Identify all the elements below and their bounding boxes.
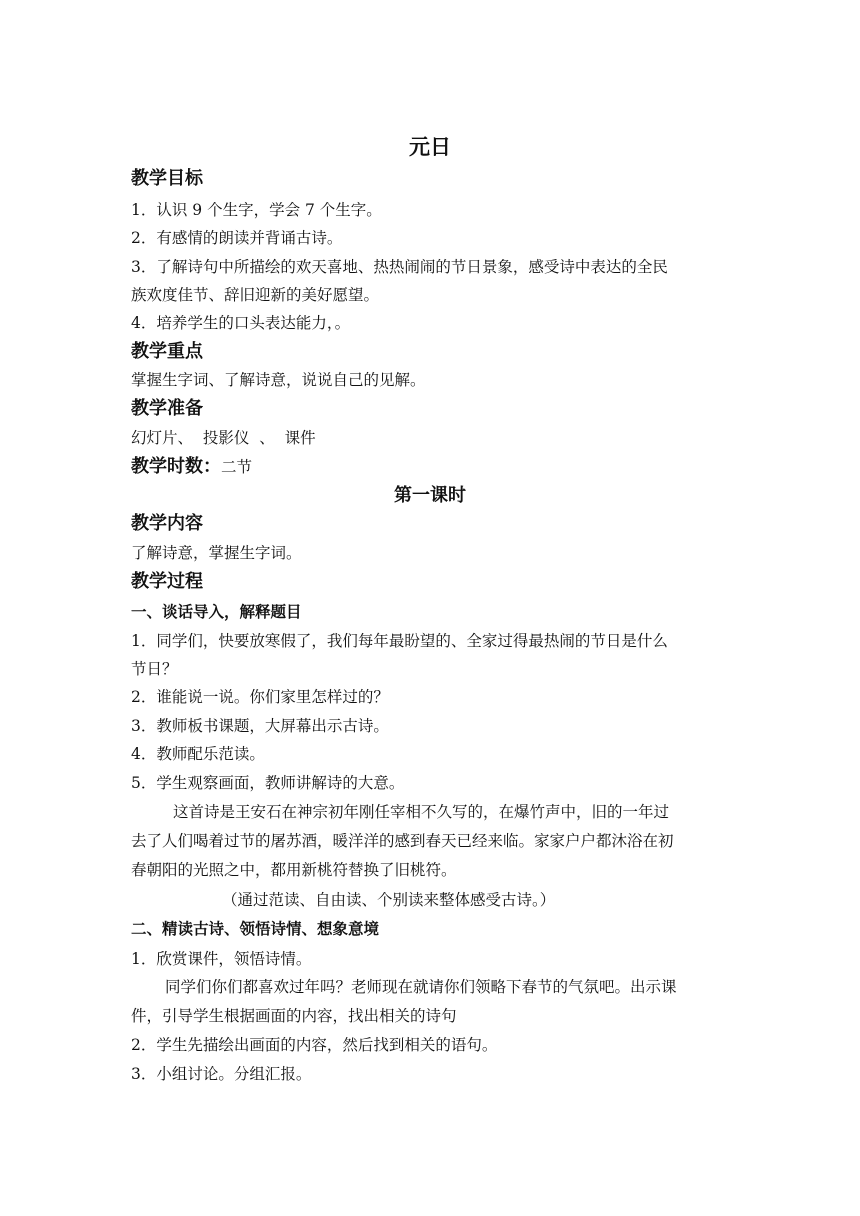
process-line: 5．学生观察画面，教师讲解诗的大意。 [131,774,405,792]
hours-value: 二节 [221,458,253,476]
method-note: （通过范读、自由读、个别读来整体感受古诗。） [222,891,556,909]
objective-item: 2．有感情的朗读并背诵古诗。 [131,229,343,247]
key-points-text: 掌握生字词、了解诗意，说说自己的见解。 [131,371,426,389]
content-text: 了解诗意，掌握生字词。 [131,544,302,562]
objectives-heading: 教学目标 [131,168,203,189]
process-line: 4．教师配乐范读。 [131,745,265,763]
objective-item-continued: 族欢度佳节、辞旧迎新的美好愿望。 [131,286,380,304]
process-line: 节日？ [131,660,178,678]
objective-item: 1．认识 9 个生字，学会 7 个生字。 [131,201,382,219]
document-title: 元日 [409,135,451,159]
process-line: 2．谁能说一说。你们家里怎样过的？ [131,688,389,706]
preparation-heading: 教学准备 [131,398,203,419]
preparation-text: 幻灯片、 投影仪 、 课件 [131,429,316,447]
hours-heading: 教学时数： [131,456,221,477]
section2-paragraph: 同学们你们都喜欢过年吗？老师现在就请你们领略下春节的气氛吧。出示课 [165,978,677,996]
section2-paragraph-continued: 件，引导学生根据画面的内容，找出相关的诗句 [131,1007,457,1025]
objective-item: 4．培养学生的口头表达能力，。 [131,314,351,332]
lesson-title: 第一课时 [394,485,466,506]
explain-paragraph-continued: 去了人们喝着过节的屠苏酒，暖洋洋的感到春天已经来临。家家户户都沐浴在初 [131,832,674,850]
process-line: 1．欣赏课件，领悟诗情。 [131,950,312,968]
section2-heading: 二、精读古诗、领悟诗情、想象意境 [131,920,380,938]
process-line: 3．小组讨论。分组汇报。 [131,1065,312,1083]
process-line: 1．同学们，快要放寒假了，我们每年最盼望的、全家过得最热闹的节日是什么 [131,632,668,650]
objective-item: 3．了解诗句中所描绘的欢天喜地、热热闹闹的节日景象，感受诗中表达的全民 [131,258,668,276]
process-line: 2．学生先描绘出画面的内容，然后找到相关的语句。 [131,1036,498,1054]
key-points-heading: 教学重点 [131,341,203,362]
process-line: 3．教师板书课题，大屏幕出示古诗。 [131,717,389,735]
explain-paragraph: 这首诗是王安石在神宗初年刚任宰相不久写的，在爆竹声中，旧的一年过 [173,803,670,821]
process-heading: 教学过程 [131,571,203,592]
hours-line [131,455,252,479]
section1-heading: 一、谈话导入，解释题目 [131,603,302,621]
content-heading: 教学内容 [131,513,203,534]
explain-paragraph-continued: 春朝阳的光照之中，都用新桃符替换了旧桃符。 [131,861,457,879]
